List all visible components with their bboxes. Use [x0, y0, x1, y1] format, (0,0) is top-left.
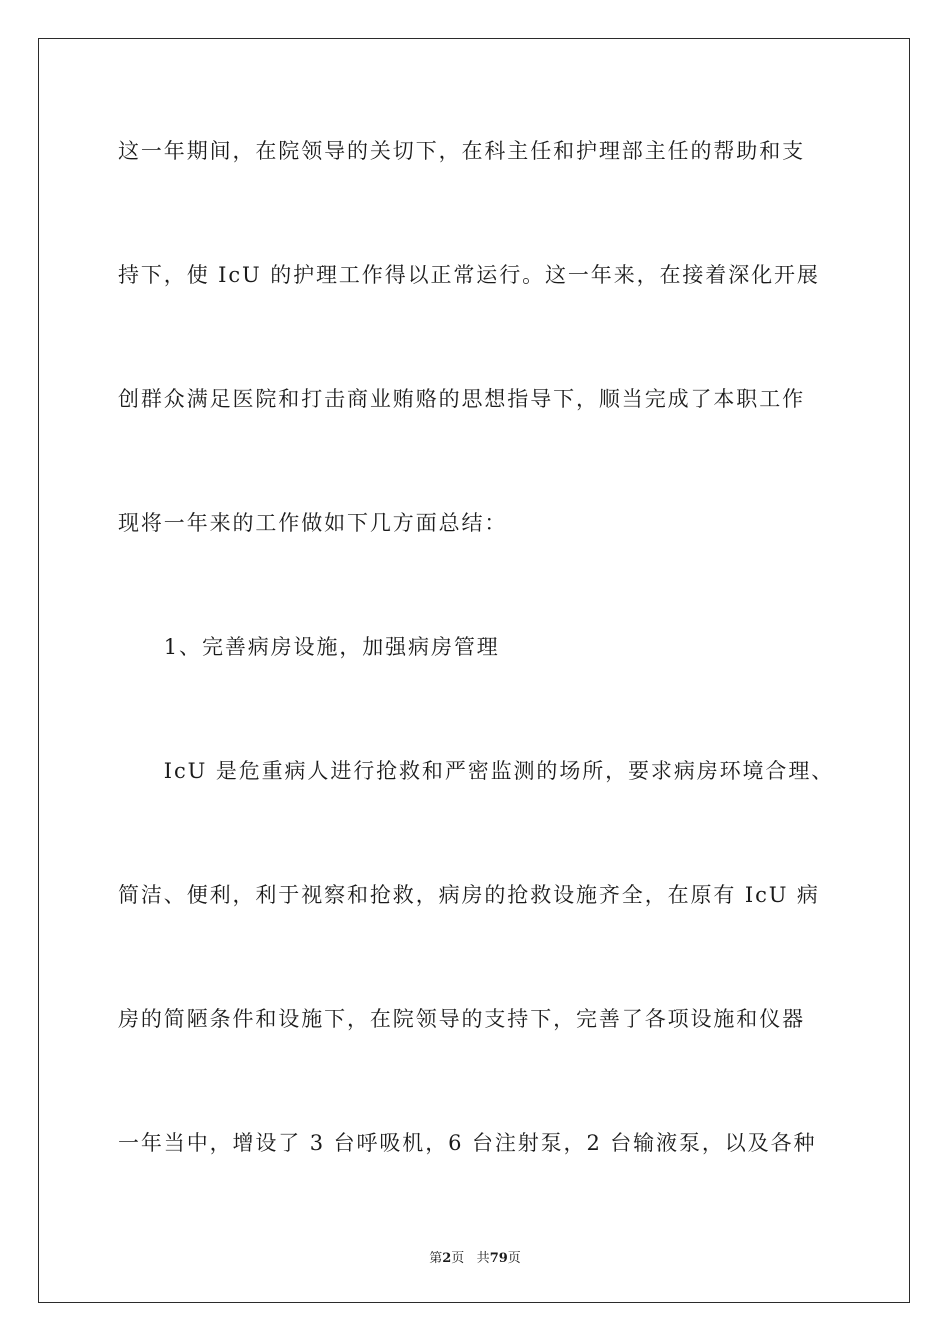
- body-line-7: 简洁、便利，利于视察和抢救，病房的抢救设施齐全，在原有 IcU 病: [118, 883, 820, 907]
- footer-page-number: 2: [442, 1251, 452, 1266]
- footer-total-pages: 79: [489, 1251, 508, 1266]
- footer-total-prefix: 共: [476, 1251, 490, 1266]
- footer-total-suffix: 页: [507, 1251, 521, 1266]
- body-line-6: IcU 是危重病人进行抢救和严密监测的场所，要求病房环境合理、: [118, 759, 835, 783]
- body-line-8: 房的简陋条件和设施下，在院领导的支持下，完善了各项设施和仪器: [118, 1007, 805, 1031]
- body-line-1: 这一年期间，在院领导的关切下，在科主任和护理部主任的帮助和支: [118, 139, 805, 163]
- body-line-9: 一年当中，增设了 3 台呼吸机，6 台注射泵，2 台输液泵，以及各种: [118, 1131, 817, 1155]
- footer-page-prefix: 第: [429, 1251, 443, 1266]
- footer-page-suffix: 页: [451, 1251, 465, 1266]
- body-line-2: 持下，使 IcU 的护理工作得以正常运行。这一年来，在接着深化开展: [118, 263, 820, 287]
- section-heading: 1、完善病房设施，加强病房管理: [118, 635, 500, 659]
- body-line-4: 现将一年来的工作做如下几方面总结：: [118, 511, 508, 535]
- page-border: [38, 38, 910, 1303]
- body-line-3: 创群众满足医院和打击商业贿赂的思想指导下，顺当完成了本职工作: [118, 387, 805, 411]
- page-footer: [0, 1247, 950, 1266]
